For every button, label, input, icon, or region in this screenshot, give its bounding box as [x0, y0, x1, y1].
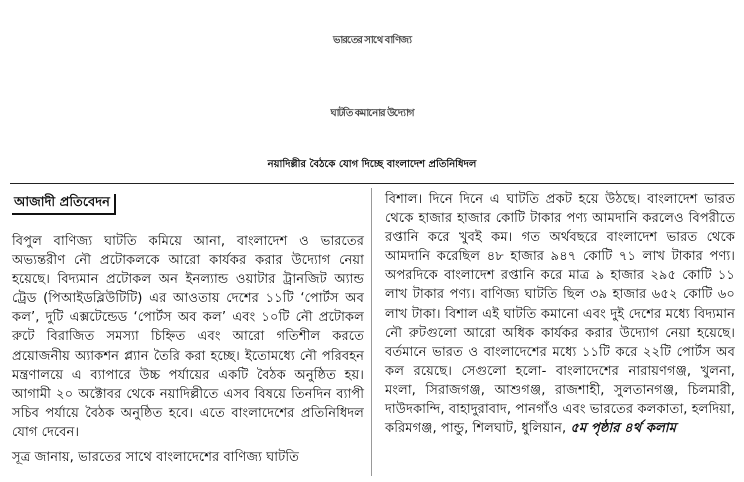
article-paragraph: বিপুল বাণিজ্য ঘাটতি কমিয়ে আনা, বাংলাদেশ ও ভারতের অভ্যন্তরীণ নৌ প্রটোকলকে আরো কার্যকর করার উদ্যোগ নেয়া হয়েছে। বিদ্যমান প্রটোকল অন ইনল্যান্ড ওয়াটার ট্রানজিট অ্যান্ড ট্রেড (পিআইডব্লিউটিটি) এর আওতায় দেশের ১১টি ‘পোর্টস অব কল’, দুটি এক্সটেন্ডেড ‘পোর্টস অব কল’ এবং ১০টি নৌ প্রটোকল রুটে বিরাজিত সমস্যা চিহ্নিত এবং আরো গতিশীল করতে প্রয়োজনীয় অ্যাকশন প্ল্যান তৈরি করা হচ্ছে। ইতোমধ্যে নৌ পরিবহন মন্ত্রণালয়ে এ ব্যাপারে উচ্চ পর্যায়ের একটি বৈঠক অনুষ্ঠিত হয়। আগামী ২০ অক্টোবর থেকে নয়াদিল্লীতে এসব বিষয়ে তিনদিন ব্যাপী সচিব পর্যায়ে বৈঠক অনুষ্ঠিত হবে। এতে বাংলাদেশের প্রতিনিধিদল যোগ দেবেন।: [12, 234, 364, 440]
article-column-left: [12, 232, 364, 467]
headline-line-2: ঘাটতি কমানোর উদ্যোগ: [330, 108, 414, 119]
column-divider: [371, 188, 372, 476]
headline-line-1: ভারতের সাথে বাণিজ্য: [332, 35, 412, 46]
article-text: বিশাল। দিনে দিনে এ ঘাটতি প্রকট হয়ে উঠছে। বাংলাদেশ ভারত থেকে হাজার হাজার কোটি টাকার পণ্য আমদানি করলেও বিপরীতে রপ্তানি করে খুবই কম। গত অর্থবছরে বাংলাদেশ ভারত থেকে আমদানি করেছিল ৪৮ হাজার ৯৪৭ কোটি ৭১ লাখ টাকার পণ্য। অপরদিকে বাংলাদেশ রপ্তানি করে মাত্র ৯ হাজার ২৯৫ কোটি ১১ লাখ টাকার পণ্য। বাণিজ্য ঘাটতি ছিল ৩৯ হাজার ৬৫২ কোটি ৬০ লাখ টাকা। বিশাল এই ঘাটতি কমানো এবং দুই দেশের মধ্যে বিদ্যমান নৌ রুটগুলো আরো অধিক কার্যকর করার উদ্যোগ নেয়া হয়েছে। বর্তমানে ভারত ও বাংলাদেশের মধ্যে ১১টি করে ২২টি পোর্টস অব কল রয়েছে। সেগুলো হলো- বাংলাদেশের নারায়ণগঞ্জ, খুলনা, মংলা, সিরাজগঞ্জ, আশুগঞ্জ, রাজশাহী, সুলতানগঞ্জ, চিলমারী, দাউদকান্দি, বাহাদুরাবাদ, পানগাঁও এবং ভারতের কলকাতা, হলদিয়া, করিমগঞ্জ, পান্ডু, শিলঘাট, ধুলিয়ান,: [385, 192, 735, 437]
continued-on-page-jump: ৫ম পৃষ্ঠার ৪র্থ কলাম: [570, 421, 676, 437]
article-paragraph: [385, 190, 735, 438]
article-column-right: [385, 190, 735, 438]
byline: আজাদী প্রতিবেদন: [12, 194, 116, 215]
header-divider: [10, 183, 734, 184]
article-paragraph: সূত্র জানায়, ভারতের সাথে বাংলাদেশের বাণিজ্য ঘাটতি: [12, 450, 299, 466]
subheadline: নয়াদিল্লীর বৈঠকে যোগ দিচ্ছে বাংলাদেশ প্রতিনিধিদল: [267, 159, 477, 170]
